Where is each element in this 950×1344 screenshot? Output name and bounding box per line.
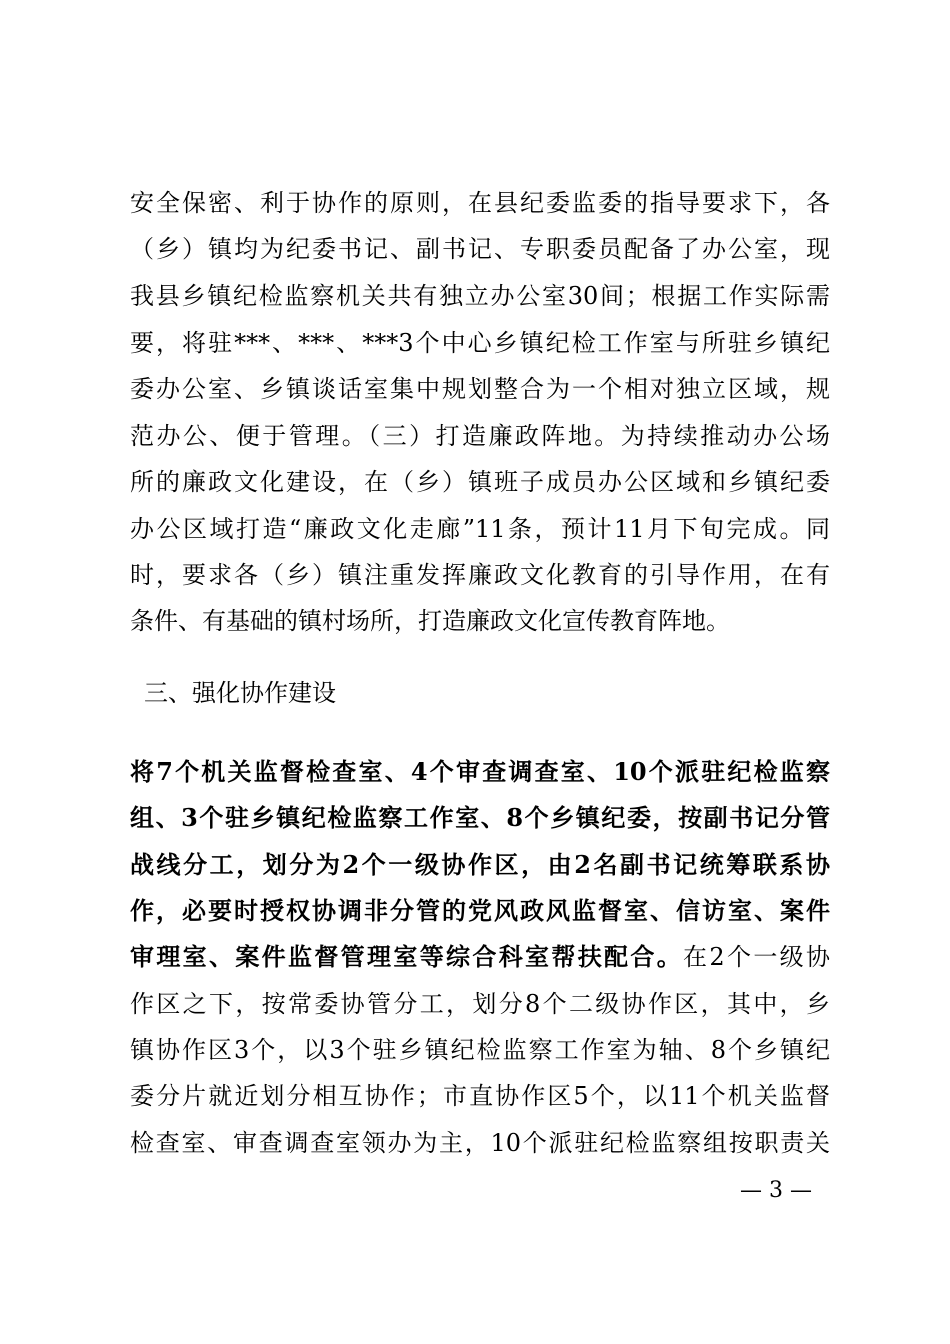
paragraph-line: 我县乡镇纪检监察机关共有独立办公室30间；根据工作实际需: [130, 282, 830, 310]
paragraph-line: 检查室、审查调查室领办为主，10个派驻纪检监察组按职责关: [130, 1129, 830, 1157]
paragraph-line: 范办公、便于管理。（三）打造廉政阵地。为持续推动办公场: [130, 422, 830, 450]
bold-sentence: 审理室、案件监督管理室等综合科室帮扶配合。: [130, 942, 684, 971]
paragraph-line: 时，要求各（乡）镇注重发挥廉政文化教育的引导作用，在有: [130, 561, 830, 589]
paragraph-line: 镇协作区3个，以3个驻乡镇纪检监察工作室为轴、8个乡镇纪: [130, 1036, 830, 1064]
paragraph-line: 办公区域打造“廉政文化走廊”11条，预计11月下旬完成。同: [130, 515, 830, 543]
page-number: — 3 —: [740, 1178, 812, 1203]
section-heading: 三、强化协作建设: [144, 679, 336, 707]
paragraph-line-bold: 组、3个驻乡镇纪检监察工作室、8个乡镇纪委，按副书记分管: [130, 803, 830, 832]
paragraph-line: 安全保密、利于协作的原则，在县纪委监委的指导要求下，各: [130, 189, 830, 217]
paragraph-line: 委分片就近划分相互协作；市直协作区5个，以11个机关监督: [130, 1082, 830, 1110]
paragraph-line-bold: 战线分工，划分为2个一级协作区，由2名副书记统筹联系协: [130, 850, 830, 879]
paragraph-line: 条件、有基础的镇村场所，打造廉政文化宣传教育阵地。: [130, 607, 730, 635]
paragraph-line: 要，将驻***、***、***3个中心乡镇纪检工作室与所驻乡镇纪: [130, 329, 830, 357]
paragraph-line-bold: 作，必要时授权协调非分管的党风政风监督室、信访室、案件: [130, 896, 830, 925]
paragraph-line: 作区之下，按常委协管分工，划分8个二级协作区，其中，乡: [130, 990, 830, 1018]
paragraph-line: 委办公室、乡镇谈话室集中规划整合为一个相对独立区域，规: [130, 375, 830, 403]
paragraph-line-mixed: [130, 940, 830, 974]
normal-sentence: 在2个一级协: [683, 943, 830, 971]
paragraph-line: （乡）镇均为纪委书记、副书记、专职委员配备了办公室，现: [130, 235, 830, 263]
paragraph-line: 所的廉政文化建设，在（乡）镇班子成员办公区域和乡镇纪委: [130, 468, 830, 496]
paragraph-line-bold: 将7个机关监督检查室、4个审查调查室、10个派驻纪检监察: [130, 757, 830, 786]
